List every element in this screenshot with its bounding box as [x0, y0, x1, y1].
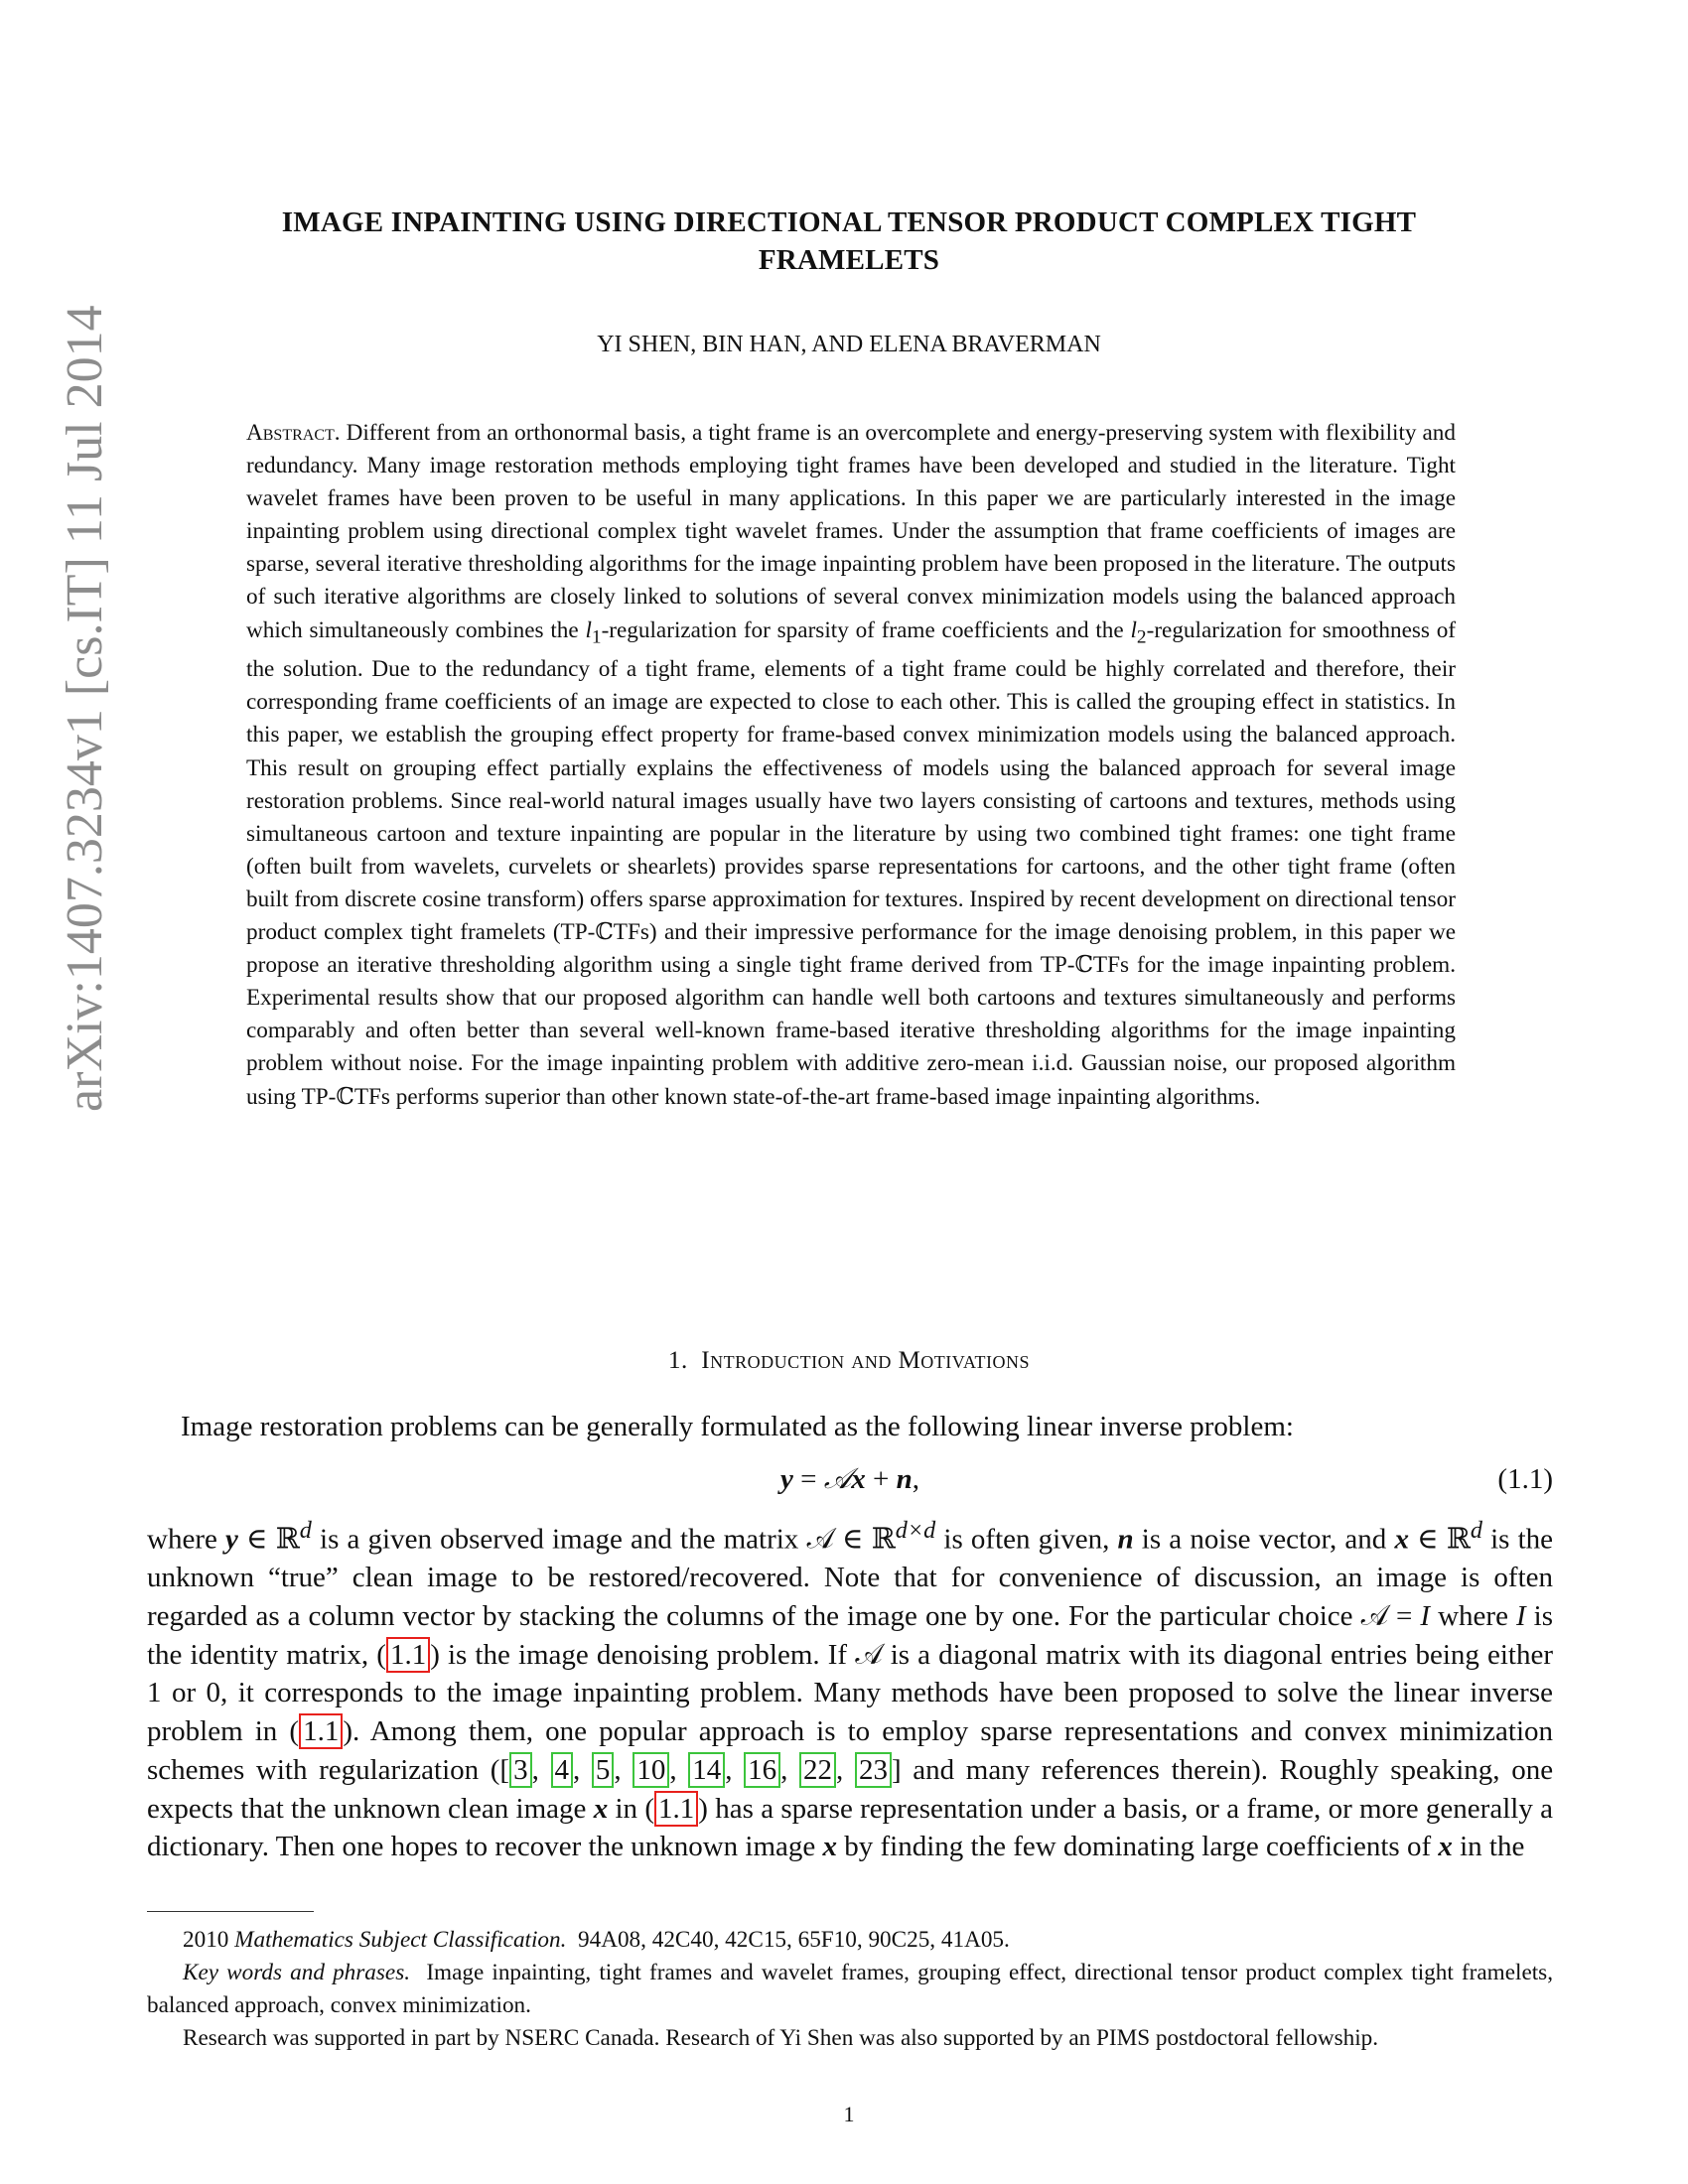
l1-symbol: l [585, 616, 592, 643]
citation-link[interactable]: 16 [744, 1752, 780, 1788]
intro-text: is a noise vector, and [1133, 1523, 1395, 1556]
math-sup-d: d [1470, 1517, 1482, 1544]
intro-text: ] and many references therein). Roughly speaking, one expects that the unknown clean image [147, 1753, 1554, 1825]
l2-subscript: 2 [1136, 626, 1147, 648]
math-x: x [822, 1831, 837, 1863]
footnote-support: Research was supported in part by NSERC Canada. Research of Yi Shen was also supported by an PIMS postdoctoral fellowship. [183, 2025, 1379, 2051]
intro-text: is often given, [935, 1523, 1118, 1556]
math-x: x [593, 1792, 609, 1825]
intro-text: is the unknown “true” clean image to be restored/recovered. Note that for convenience of discussion, an image is often regarded as a column vector by stacking the columns of the image one by one. For the particular choice 𝒜 = [147, 1523, 1553, 1633]
footnote-keywords [147, 1957, 1553, 2022]
eq-plus: + [865, 1463, 897, 1495]
arxiv-identifier[interactable]: arXiv:1407.3234v1 [cs.IT] 11 Jul 2014 [57, 305, 113, 1112]
equation-body [147, 1459, 1553, 1499]
intro-text: ) has a sparse representation under a basis, or a frame, or more generally a dictionary. Then one hopes to recover the unknown image [147, 1792, 1553, 1863]
citation-link[interactable]: 14 [688, 1752, 725, 1788]
footnotes [147, 1924, 1553, 2055]
math-sup-dxd: d×d [895, 1517, 936, 1544]
math-x: x [1438, 1831, 1453, 1863]
msc-year: 2010 [183, 1927, 229, 1953]
citation-link[interactable]: 23 [855, 1752, 892, 1788]
msc-label: Mathematics Subject Classification. [234, 1927, 567, 1953]
citation-link[interactable]: 10 [633, 1752, 669, 1788]
citation-link[interactable]: 4 [551, 1752, 574, 1788]
keywords-label: Key words and phrases. [183, 1960, 411, 1985]
math-y: y [225, 1523, 238, 1556]
intro-text: ) is the image denoising problem. If 𝒜 is a diagonal matrix with its diagonal entries being either 1 or 0, it corresponds to the image inpainting problem. Many methods have been proposed to solve the linear inverse problem in ( [147, 1638, 1553, 1748]
msc-codes: 94A08, 42C40, 42C15, 65F10, 90C25, 41A05. [578, 1927, 1010, 1953]
intro-paragraph: where y ∈ ℝ$^d$ is a given observed image and the matrix 𝒜 ∈ ℝ$^{d\times d}$ is often given, n is a noise vector, and x ∈ ℝ$^d$ is the unknown “true” clean image to be restored/recovered. Note that for convenience of discussion, an image is often regarded as a column vector by stacking the columns of the image one by one. For the particular choice 𝒜 = I where I is the identity matrix, ( 1.1 ) is the image denoising problem. If 𝒜 is a diagonal matrix with its diagonal entries being either 1 or 0, it corresponds to the image inpainting problem. Many methods have been proposed to solve the linear inverse problem in ( 1.1 ). Among them, one popular approach is to employ sparse representations and convex minimization schemes with regularization ([ 3 , 4 , 5 , 10 , 14 , 16 , 22 , 23 ] and many references therein). Roughly speaking, one expects that the unknown clean image x in ( 1.1 ) has a sparse representation under a basis, or a frame, or more generally a dictionary. Then one hopes to recover the unknown image x by finding the few dominating large coefficients of x in the [147, 1517, 1554, 1863]
paper-authors: YI SHEN, BIN HAN, AND ELENA BRAVERMAN [597, 332, 1101, 357]
eq-equals: = [792, 1463, 824, 1495]
intro-text: ∈ ℝ [237, 1523, 300, 1556]
section-title: Introduction and Motivations [701, 1347, 1030, 1374]
math-x: x [1394, 1523, 1409, 1556]
equation-1-1 [147, 1459, 1553, 1499]
intro-text: where [1430, 1600, 1516, 1633]
equation-ref-link[interactable]: 1.1 [299, 1713, 343, 1749]
abstract-text-2: -regularization for sparsity of frame coefficients and the [601, 616, 1124, 643]
eq-y: y [780, 1463, 793, 1495]
intro-text: ). Among them, one popular approach is to employ sparse representations and convex minimization schemes with regularization ([ [147, 1715, 1554, 1786]
math-I: I [1515, 1600, 1526, 1633]
intro-lead-sentence: Image restoration problems can be generally formulated as the following linear inverse problem: [181, 1411, 1294, 1442]
math-sup-d: d [299, 1517, 312, 1544]
eq-n: n [896, 1463, 913, 1495]
footnote-divider [147, 1911, 314, 1912]
section-number: 1. [668, 1347, 688, 1374]
math-n: n [1117, 1523, 1134, 1556]
math-I: I [1420, 1600, 1431, 1633]
abstract-text-3: -regularization for smoothness of the solution. Due to the redundancy of a tight frame, elements of a tight frame could be highly correlated and therefore, their corresponding frame coefficients of an image are expected to close to each other. This is called the grouping effect in statistics. In this paper, we establish the grouping effect property for frame-based convex minimization models using the balanced approach. This result on grouping effect partially explains the effectiveness of models using the balanced approach for several image restoration problems. Since real-world natural images usually have two layers consisting of cartoons and textures, methods using simultaneous cartoon and texture inpainting are popular in the literature by using two combined tight frames: one tight frame (often built from wavelets, curvelets or shearlets) provides sparse representations for cartoons, and the other tight frame (often built from discrete cosine transform) offers sparse approximation for textures. Inspired by recent development on directional tensor product complex tight framelets (TP-ℂTFs) and their impressive performance for the image denoising problem, in this paper we propose an iterative thresholding algorithm using a single tight frame derived from TP-ℂTFs for the image inpainting problem. Experimental results show that our proposed algorithm can handle well both cartoons and textures simultaneously and performs comparably and often better than several well-known frame-based iterative thresholding algorithms for the image inpainting problem without noise. For the image inpainting problem with additive zero-mean i.i.d. Gaussian noise, our proposed algorithm using TP-ℂTFs performs superior than other known state-of-the-art frame-based image inpainting algorithms. [246, 616, 1457, 1110]
intro-text: in ( [608, 1792, 655, 1825]
l2-symbol: l [1130, 616, 1137, 643]
intro-text: is a given observed image and the matrix 𝒜 ∈ ℝ [311, 1523, 896, 1556]
intro-text: in the [1452, 1831, 1525, 1863]
intro-text: is the identity matrix, ( [147, 1600, 1554, 1671]
intro-text: where [147, 1523, 226, 1556]
intro-text: ∈ ℝ [1408, 1523, 1471, 1556]
intro-text: by finding the few dominating large coefficients of [837, 1831, 1439, 1863]
abstract-label: Abstract. [246, 420, 341, 446]
citation-link[interactable]: 5 [592, 1752, 615, 1788]
eq-x: x [851, 1463, 866, 1495]
equation-ref-link[interactable]: 1.1 [386, 1637, 430, 1673]
abstract-text-1: Different from an orthonormal basis, a tight frame is an overcomplete and energy-preserving system with flexibility and redundancy. Many image restoration methods employing tight frames have been developed and studied in the literature. Tight wavelet frames have been proven to be useful in many applications. In this paper we are particularly interested in the image inpainting problem using directional complex tight wavelet frames. Under the assumption that frame coefficients of images are sparse, several iterative thresholding algorithms for the image inpainting problem have been proposed in the literature. The outputs of such iterative algorithms are closely linked to solutions of several convex minimization models using the balanced approach which simultaneously combines the [246, 420, 1456, 643]
footnote-msc [147, 1924, 1553, 1957]
citation-link[interactable]: 3 [509, 1752, 532, 1788]
section-heading [189, 1345, 1509, 1377]
keywords-text: Image inpainting, tight frames and wavelet frames, grouping effect, directional tensor product complex tight framelets, balanced approach, convex minimization. [147, 1960, 1553, 2018]
page-number: 1 [843, 2102, 855, 2126]
paper-title: IMAGE INPAINTING USING DIRECTIONAL TENSOR PRODUCT COMPLEX TIGHT FRAMELETS [281, 206, 1417, 276]
eq-operator: 𝒜 [823, 1463, 852, 1495]
citation-link[interactable]: 22 [799, 1752, 836, 1788]
equation-number: (1.1) [1497, 1463, 1553, 1495]
abstract [246, 417, 1456, 1114]
equation-ref-link[interactable]: 1.1 [654, 1791, 698, 1827]
eq-comma: , [912, 1463, 919, 1495]
l1-subscript: 1 [591, 626, 602, 648]
